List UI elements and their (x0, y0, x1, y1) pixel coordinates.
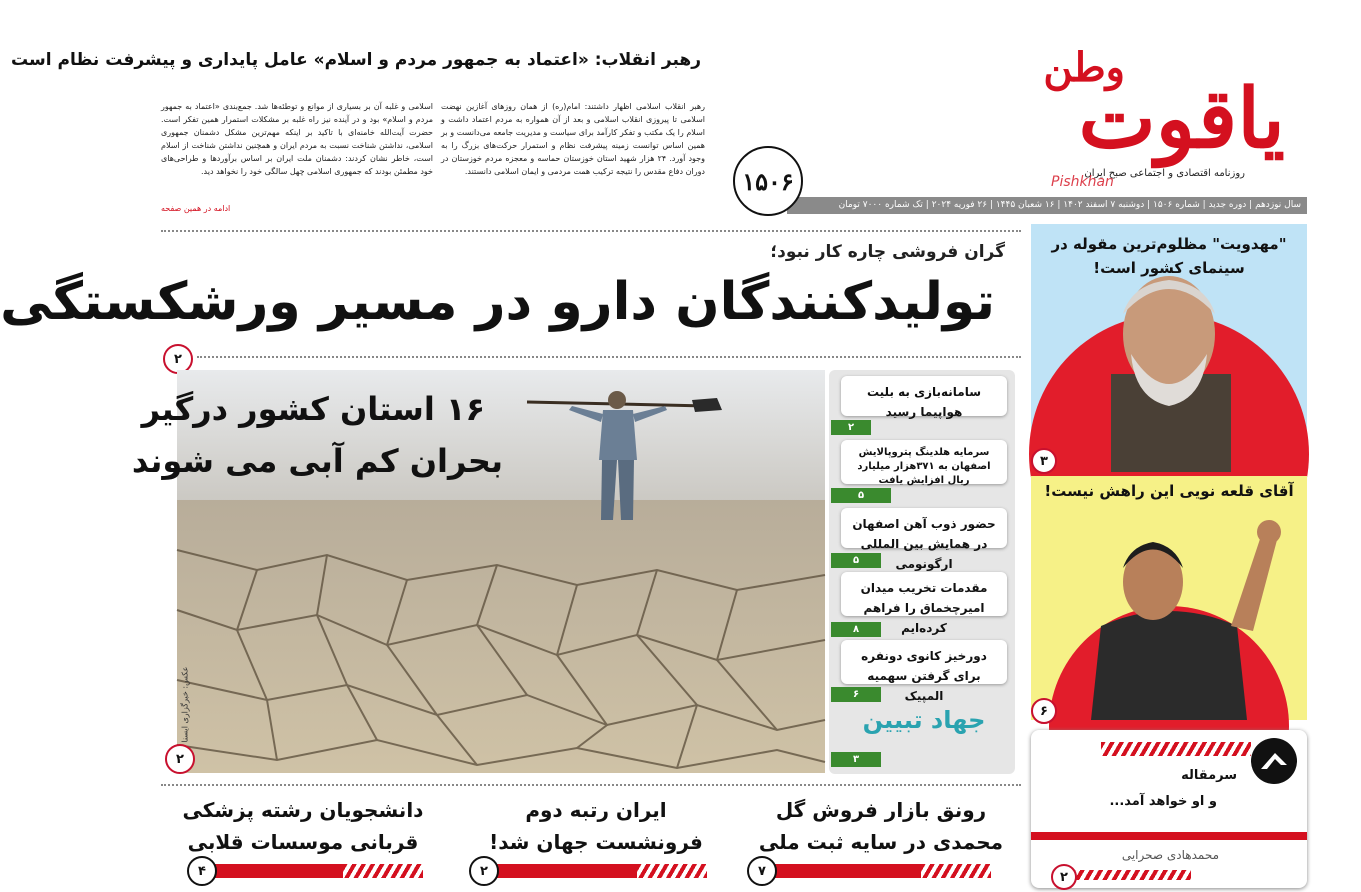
bottom-story-2-bar (497, 864, 637, 878)
side-item-2[interactable]: سرمایه هلدینگ پتروپالایش اصفهان به ۳۷۱هزار میلیارد ریال افزایش یافت (841, 440, 1007, 484)
side-item-5[interactable]: دورخیز کانوی دونفره برای گرفتن سهمیه المپیک (841, 640, 1007, 684)
bottom-story-1-title: رونق بازار فروش گل محمدی در سایه ثبت ملی (758, 798, 1004, 854)
bottom-story-1-bar (771, 864, 921, 878)
brand-small: وطن (1043, 44, 1125, 91)
bottom-story-1[interactable] (731, 790, 1021, 886)
side-item-2-page[interactable]: ۵ (831, 488, 891, 503)
editorial-title: و او خواهد آمد... (1109, 794, 1217, 809)
side-item-3[interactable]: حضور ذوب آهن اصفهان در همایش بین المللی ارگونومی (841, 508, 1007, 548)
bottom-story-3-page[interactable]: ۴ (187, 856, 217, 886)
side-item-1[interactable]: سامانه‌بازی به بلیت هواپیما رسید (841, 376, 1007, 416)
right-top-page[interactable]: ۳ (1031, 448, 1057, 474)
editorial-author-stripes (1071, 870, 1191, 880)
jahad-page[interactable]: ۳ (831, 752, 881, 767)
bottom-story-3-bar (213, 864, 343, 878)
bottom-story-2[interactable] (451, 790, 731, 886)
watermark: Pishkhan (1051, 174, 1114, 190)
divider-main (197, 356, 1021, 358)
bottom-story-2-title: ایران رتبه دوم فرونشست جهان شد! (489, 798, 703, 854)
photo-page-number[interactable]: ۲ (165, 744, 195, 774)
bottom-story-3-title: دانشجویان رشته پزشکی قربانی موسسات قلابی (182, 798, 424, 854)
tagline: روزنامه اقتصادی و اجتماعی صبح ایران (1084, 168, 1245, 179)
drought-photo[interactable] (131, 370, 825, 773)
photo-credit: عکس: خبرگزاری ایسنا (180, 666, 190, 743)
bottom-story-1-page[interactable]: ۷ (747, 856, 777, 886)
jahad-logo[interactable]: جهاد تبیین (862, 706, 986, 734)
right-top-panel[interactable] (1031, 224, 1307, 472)
editorial-label: سرمقاله (1181, 768, 1237, 783)
issue-info-bar (787, 197, 1307, 214)
right-mid-panel[interactable] (1031, 476, 1307, 720)
editorial-box[interactable] (1031, 730, 1307, 888)
side-item-3-page[interactable]: ۵ (831, 553, 881, 568)
divider-top (161, 230, 1021, 232)
right-top-title: "مهدویت" مظلوم‌ترین مقوله در سینمای کشور است! (1051, 235, 1287, 277)
bottom-story-3[interactable] (163, 790, 443, 886)
bottom-story-1-stripes (921, 864, 991, 878)
main-headline: تولیدکنندگان دارو در مسیر ورشکستگی (0, 272, 995, 332)
issue-number: ۱۵۰۶ (742, 166, 794, 196)
bottom-story-2-stripes (637, 864, 707, 878)
photo-line-1: ۱۶ استان کشور درگیر (141, 390, 485, 428)
editorial-bar (1031, 832, 1307, 840)
bottom-story-3-stripes (343, 864, 423, 878)
bottom-story-2-page[interactable]: ۲ (469, 856, 499, 886)
editorial-page[interactable]: ۲ (1051, 864, 1077, 890)
editorial-icon (1251, 738, 1297, 784)
masthead (801, 44, 1305, 218)
photo-line-2: بحران کم آبی می شوند (131, 442, 503, 480)
issue-info: سال نوزدهم | دوره جدید | شماره ۱۵۰۶ | دوشنبه ۷ اسفند ۱۴۰۲ | ۱۶ شعبان ۱۴۴۵ | ۲۶ فوریه ۲۰۲۴ | تک شماره ۷۰۰۰ تومان (838, 200, 1301, 210)
main-kicker: گران فروشی چاره کار نبود؛ (770, 242, 1005, 262)
brand-logo: یاقوت (1078, 71, 1285, 167)
divider-bottom (161, 784, 1021, 786)
drought-photo-art (177, 370, 825, 773)
side-item-5-page[interactable]: ۶ (831, 687, 881, 702)
side-item-4-page[interactable]: ۸ (831, 622, 881, 637)
leader-headline: رهبر انقلاب: «اعتماد به جمهور مردم و اسلام» عامل پایداری و پیشرفت نظام است (11, 50, 701, 70)
side-item-1-page[interactable]: ۲ (831, 420, 871, 435)
leader-col-1: رهبر انقلاب اسلامی اظهار داشتند: امام(ره) از همان روزهای آغازین نهضت اسلامی تا پیروزی انقلاب اسلامی و بعد از آن همواره به مردم اعتماد داشت و اسلام را یک مکتب و تفکر کارآمد برای سیاست و مدیریت جامعه می‌دانست و بر همین اساس توانست زمینه پیشرفت نظام و استمرار حرکت‌های بزرگ را به وجود آورد. ۲۴ هزار شهید استان خوزستان حماسه و معجزه مردم خوزستان در دوران دفاع مقدس را نتیجه ترکیب همت مردمی و ایمان اسلامی دانستند. (441, 102, 705, 176)
right-mid-page[interactable]: ۶ (1031, 698, 1057, 724)
leader-continued: ادامه در همین صفحه (161, 204, 231, 213)
right-mid-title: آقای قلعه نویی این راهش نیست! (1044, 482, 1294, 500)
side-item-4[interactable]: مقدمات تخریب میدان امیرچخماق را فراهم کرده‌ایم (841, 572, 1007, 616)
editorial-author: محمدهادی صحرایی (1121, 848, 1219, 862)
leader-col-2: اسلامی و غلبه آن بر بسیاری از موانع و توطئه‌ها شد. جمع‌بندی «اعتماد به جمهور مردم و اسلام» بود و در آینده نیز راه غلبه بر مشکلات استمرار همین تفکر است. حضرت آیت‌الله خامنه‌ای با تاکید بر اینکه مهم‌ترین مشکل دشمنان جمهوری اسلامی، نداشتن شناخت نسبت به مردم ایران و همچنین نداشتن شناخت از اسلام است، خاطر نشان کردند: دشمنان ملت ایران بر اساس برآوردها و طراحی‌های خود مطمئن بودند که جمهوری اسلامی چهل سالگی خود را نخواهد دید. (161, 102, 433, 176)
coach-photo (1031, 476, 1307, 720)
main-page-number[interactable]: ۲ (163, 344, 193, 374)
editorial-stripes (1101, 742, 1251, 756)
issue-number-circle (733, 146, 803, 216)
